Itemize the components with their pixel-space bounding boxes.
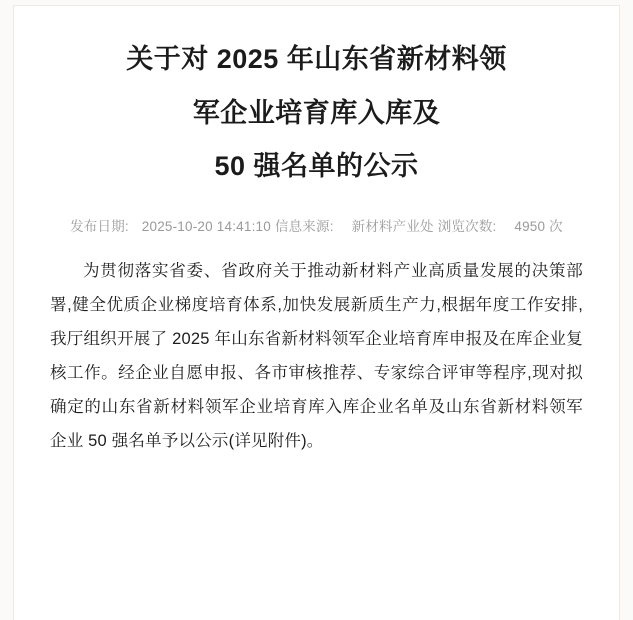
page-title-line-3: 50 强名单的公示 [214, 151, 419, 182]
views-value: 4950 次 [514, 218, 563, 234]
page-title [50, 42, 583, 185]
source-value: 新材料产业处 [351, 218, 434, 234]
publish-date-value: 2025-10-20 14:41:10 [141, 218, 271, 234]
page-title-line-2: 军企业培育库入库及 [192, 97, 441, 128]
document-content [14, 6, 619, 459]
page-title-line-1: 关于对 2025 年山东省新材料领 [126, 44, 507, 74]
views-label: 浏览次数: [437, 218, 497, 234]
source-label: 信息来源: [274, 218, 334, 234]
document-paragraph: 为贯彻落实省委、省政府关于推动新材料产业高质量发展的决策部署,健全优质企业梯度培育体系,加快发展新质生产力,根据年度工作安排,我厅组织开展了 2025 年山东省新材料领军企业培育库申报及在库企业复核工作。经企业自愿申报、各市审核推荐、专家综合评审等程序,现对拟确定的山东省新材料领军企业培育库入库企业名单及山东省新材料领军企业 50 强名单予以公示(详见附件)。 [50, 261, 583, 450]
publish-date-label: 发布日期: [70, 218, 129, 234]
document-paper [14, 6, 619, 620]
document-meta [50, 215, 583, 235]
